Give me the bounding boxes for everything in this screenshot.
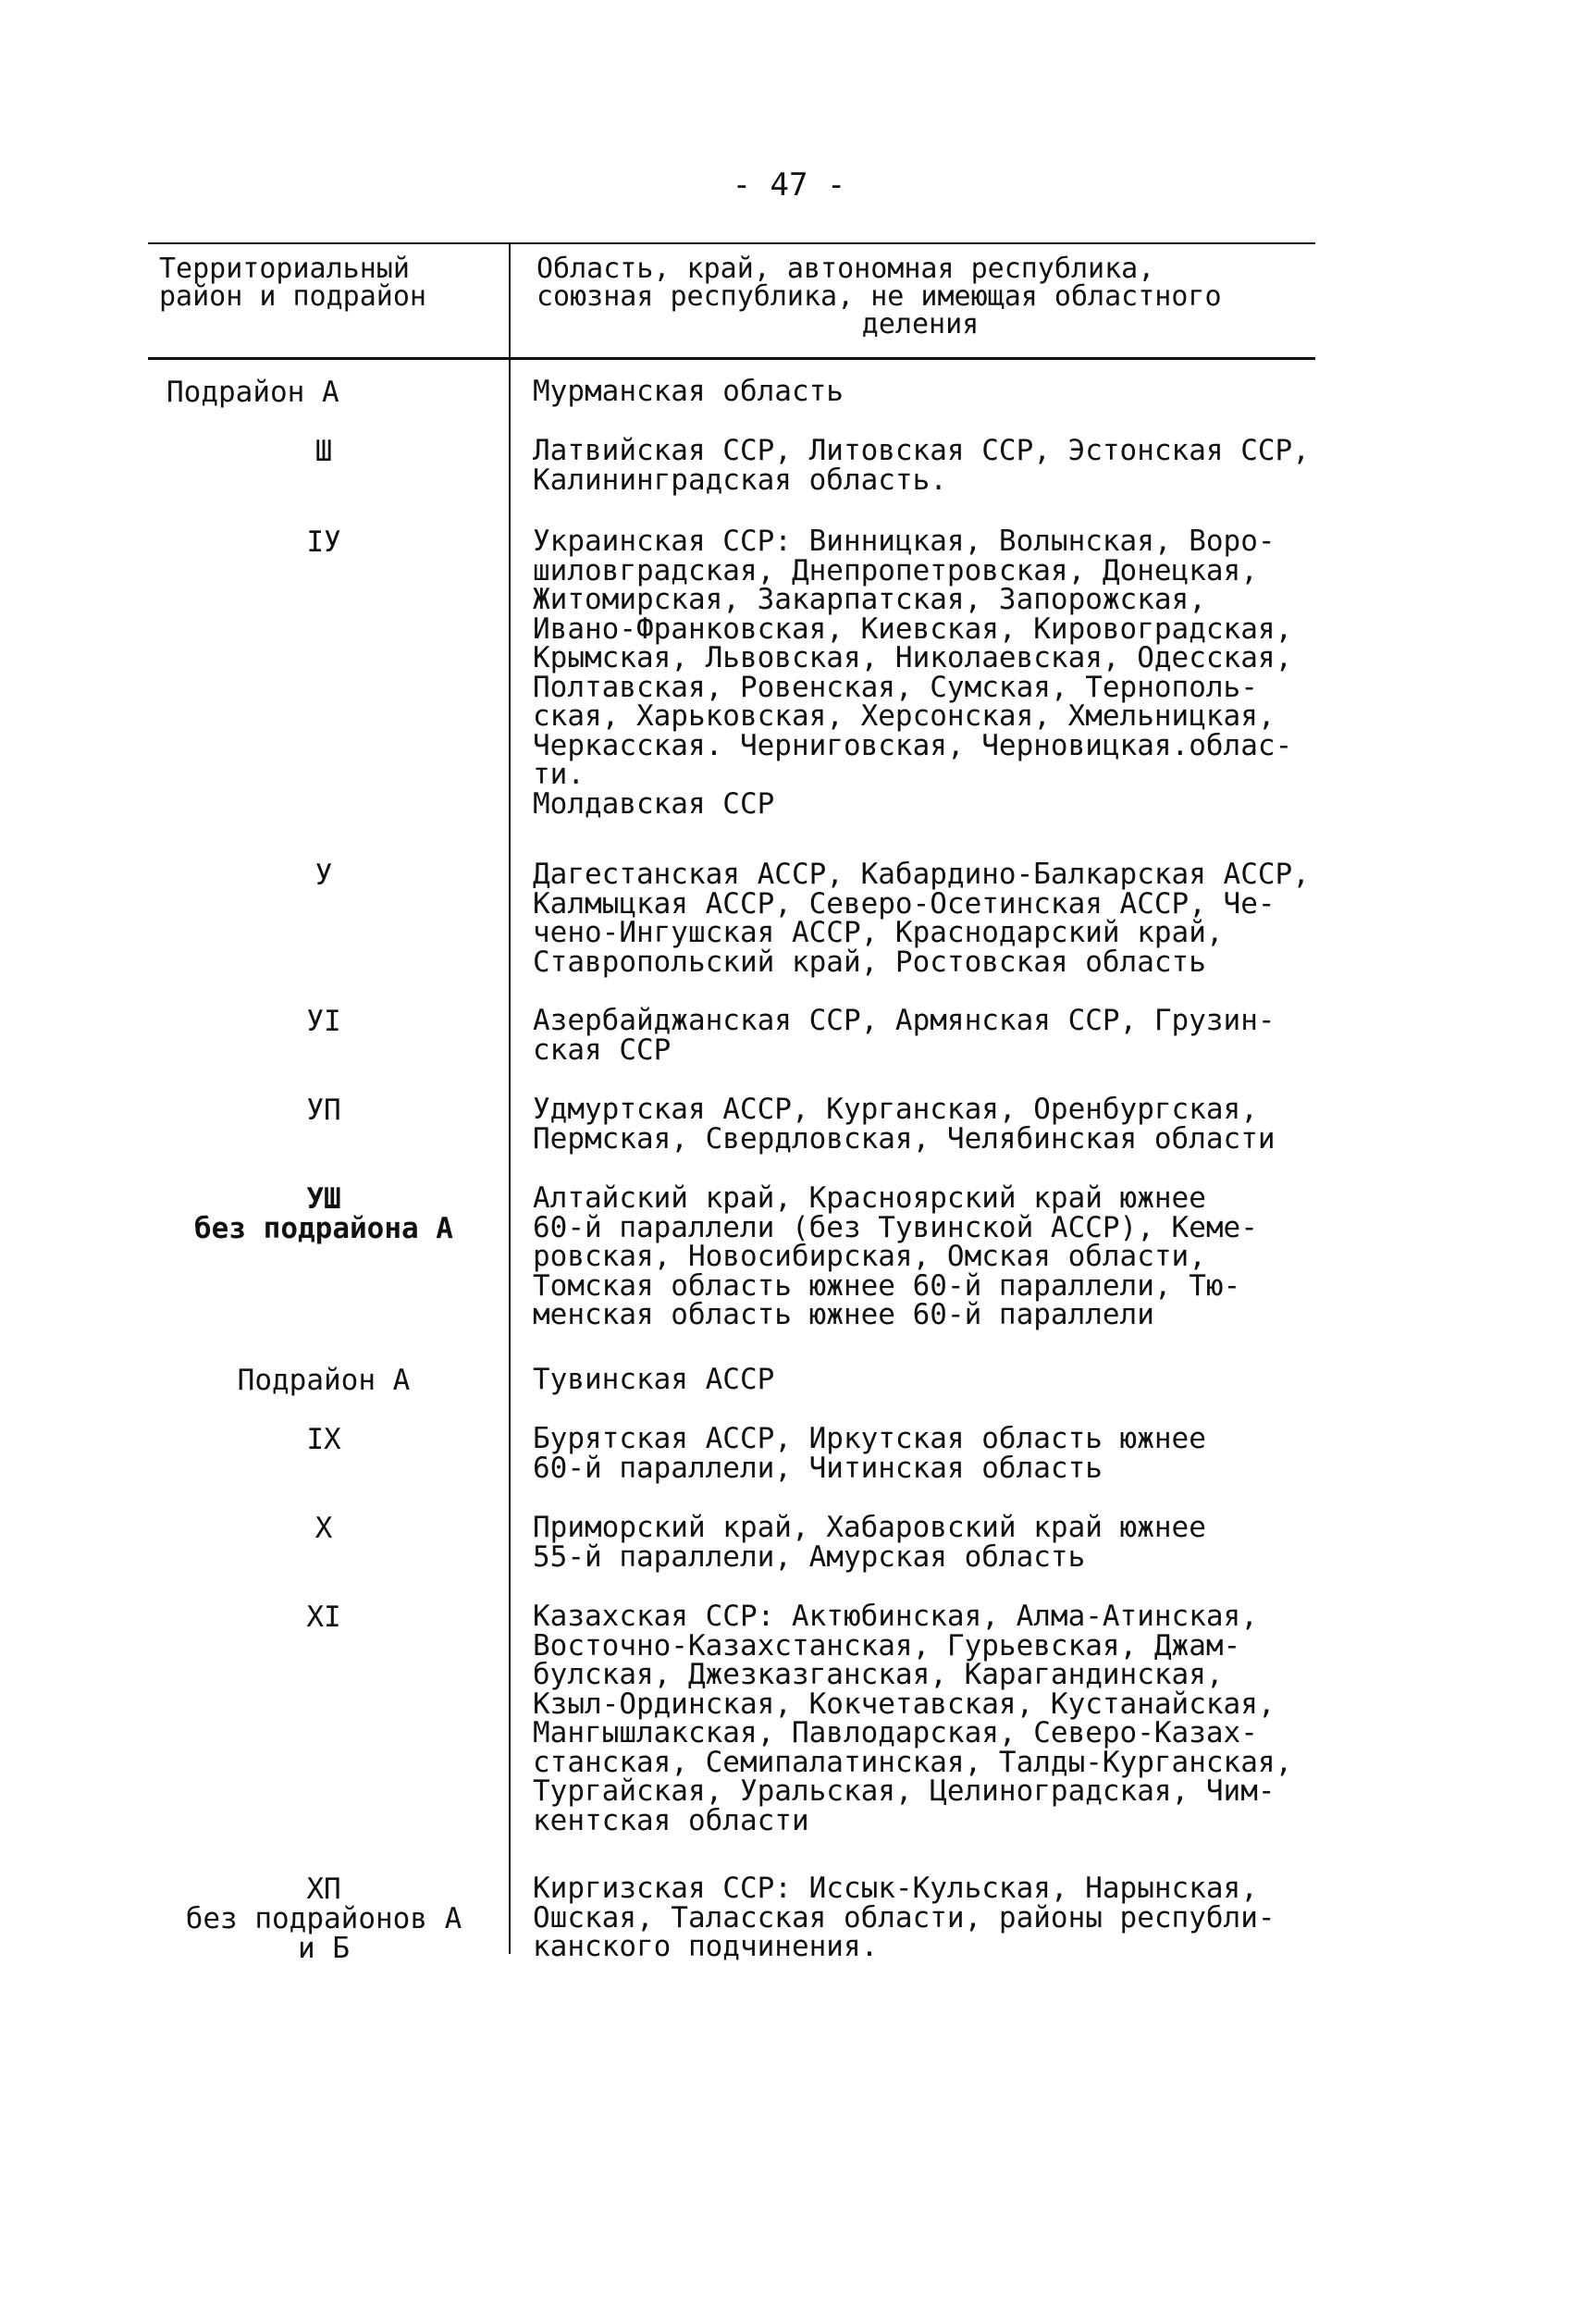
areas-cell: Дагестанская АССР, Кабардино-Балкарская АССР, Калмыцкая АССР, Северо-Осетинская АССР, Че- чено-Ингушская АССР, Краснодарский край, Ставропольский край, Ростовская область (533, 858, 1310, 979)
region-cell: УI (306, 1005, 341, 1038)
areas-cell: Приморский край, Хабаровский край южнее 55-й параллели, Амурская область (533, 1511, 1206, 1574)
region-cell: У (314, 859, 333, 892)
region-cell: XП без подрайонов А и Б (185, 1873, 462, 1965)
region-cell: Подрайон А (237, 1364, 411, 1397)
areas-cell: Удмуртская АССР, Курганская, Оренбургская, Пермская, Свердловская, Челябинская области (533, 1093, 1276, 1156)
table-top-rule (148, 242, 1315, 244)
areas-cell: Азербайджанская ССР, Армянская ССР, Грузин- ская ССР (533, 1004, 1276, 1067)
region-cell: IX (306, 1423, 341, 1456)
region-cell: X (314, 1512, 333, 1545)
page-number: - 47 - (732, 167, 846, 204)
areas-cell: Украинская ССР: Винницкая, Волынская, Воро- шиловградская, Днепропетровская, Донецкая, Житомирская, Закарпатская, Запорожская, Ивано-Франковская, Киевская, Кировоградская, Крымская, Львовская, Николаевская, Одесская, Полтавская, Ровенская, Сумская, Тернополь- ская, Харьковская, Херсонская, Хмельницкая, Черкасская. Черниговская, Черновицкая.облас- ти. Молдавская ССР (533, 525, 1293, 821)
region-cell: Подрайон А (166, 376, 339, 409)
header-region-column: Территориальный район и подрайон (159, 253, 426, 313)
header-areas-line-1: Область, край, автономная республика, (536, 253, 1155, 285)
areas-cell: Бурятская АССР, Иркутская область южнее 60-й параллели, Читинская область (533, 1422, 1206, 1485)
areas-cell: Латвийская ССР, Литовская ССР, Эстонская ССР, Калининградская область. (533, 434, 1310, 497)
region-cell: XI (306, 1601, 341, 1634)
region-cell: УП (306, 1094, 341, 1127)
areas-cell: Мурманская область (533, 375, 844, 408)
header-areas-line-3: деления (861, 308, 980, 340)
region-cell: IУ (306, 525, 341, 559)
areas-cell: Алтайский край, Красноярский край южнее 60-й параллели (без Тувинской АССР), Кеме- ровская, Новосибирская, Омская области, Томская область южнее 60-й параллели, Тю- менская область южнее 60-й параллели (533, 1181, 1258, 1331)
region-cell: УШ без подрайона А (194, 1182, 453, 1245)
areas-cell: Казахская ССР: Актюбинская, Алма-Атинская, Восточно-Казахстанская, Гурьевская, Джам- булская, Джезказганская, Карагандинская, Кзыл-Ординская, Кокчетавская, Кустанайская, Мангышлакская, Павлодарская, Северо-Казах- станская, Семипалатинская, Талды-Курганская, Тургайская, Уральская, Целиноградская, Чим- кентская области (533, 1600, 1293, 1837)
areas-cell: Тувинская АССР (533, 1363, 775, 1396)
column-divider (509, 242, 511, 1954)
header-bottom-rule (148, 357, 1315, 360)
areas-cell: Киргизская ССР: Иссык-Кульская, Нарынская, Ошская, Таласская области, районы республи- канского подчинения. (533, 1872, 1276, 1963)
header-areas-line-2: союзная республика, не имеющая областного (536, 280, 1222, 313)
header-areas-column (536, 255, 1304, 339)
region-cell: Ш (314, 435, 333, 468)
